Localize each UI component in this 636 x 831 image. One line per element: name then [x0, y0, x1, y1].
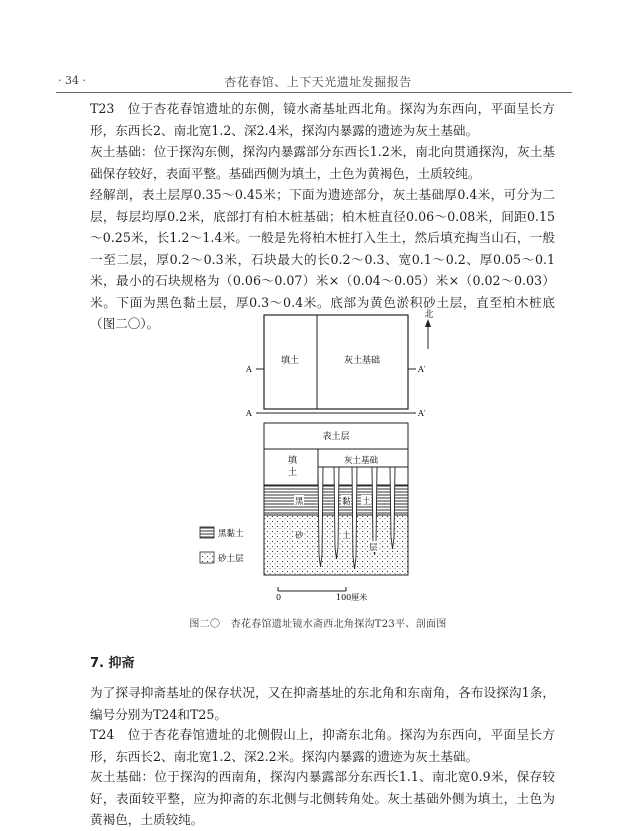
paragraph-t24-ash: 灰土基础：位于探沟的西南角，探沟内暴露部分东西长1.1、南北宽0.9米，保存较好，表面较平整，应为抑斋的东北侧与北侧转角处。灰土基础外侧为填土，土色为黄褐色，土质较纯。 — [90, 769, 555, 827]
plan-marker-right: A′ — [418, 365, 426, 374]
paragraph-t24: T24 位于杏花春馆遗址的北侧假山上，抑斋东北角。探沟为东西向，平面呈长方形，东西长2、南北宽1.2、深2.2米。探沟内暴露的遗迹为灰土基础。 — [90, 727, 555, 764]
plan-ash-label: 灰土基础 — [343, 356, 381, 366]
plan-marker-left: A — [246, 365, 252, 374]
t23-plan-section-figure — [196, 305, 440, 610]
legend — [200, 527, 244, 564]
sand-label-2: 土 — [342, 531, 351, 541]
north-arrow-icon — [425, 319, 431, 327]
black-label-2: 黏 — [342, 497, 351, 507]
fill-label-2: 土 — [288, 468, 298, 478]
section-view — [245, 409, 426, 575]
pile-2 — [334, 467, 339, 559]
scale-end: 100厘米 — [336, 593, 368, 602]
fill-layer — [264, 449, 318, 485]
black-label-3: 土 — [362, 497, 371, 507]
plan-fill-label: 填土 — [280, 356, 300, 366]
paragraph-dissection: 经解剖，表土层厚0.35～0.45米；下面为遗迹部分，灰土基础厚0.4米，可分为二层，每层均厚0.2米，底部打有柏木桩基础；柏木桩直径0.06～0.08米，间距0.15～0.25米，长1.2～1.4米。一般是先将柏木桩打入生土，然后填充掏当山石，一般一至二层，厚0.2～0.3米，石块最大的长0.2～0.3、宽0.1～0.2、厚0.05～0.1米，最小的石块规格为（0.06～0.07）米×（0.04～0.05）米×（0.02～0.03）米。下面为黑色黏土层，厚0.3～0.4米。底部为黄色淤积砂土层，直至柏木桩底（图二〇）。 — [90, 187, 555, 331]
pile-3 — [352, 467, 357, 569]
pile-1 — [318, 467, 323, 567]
legend-black-swatch — [200, 527, 214, 538]
plan-view — [245, 308, 434, 409]
pile-5 — [390, 467, 395, 549]
section-marker-right: A′ — [418, 409, 426, 418]
scale-zero: 0 — [276, 593, 282, 602]
ash-label: 灰土基础 — [343, 456, 379, 466]
fill-label-1: 填 — [288, 456, 298, 466]
running-title: 杏花春馆、上下天光遗址发掘报告 — [224, 75, 412, 89]
legend-sand-swatch — [200, 552, 214, 563]
sand-label-3: 层 — [369, 543, 378, 553]
header-rule — [56, 92, 572, 93]
figure-caption: 图二〇 杏花春馆遗址镜水斋西北角探沟T23平、剖面图 — [189, 619, 447, 630]
topsoil-label: 表土层 — [322, 432, 350, 442]
paragraph-t23: T23 位于杏花春馆遗址的东侧，镜水斋基址西北角。探沟为东西向，平面呈长方形，东西长2、南北宽1.2、深2.4米，探沟内暴露的遗迹为灰土基础。 — [90, 101, 555, 138]
scale-bar — [276, 587, 367, 602]
black-label-1: 黑 — [295, 497, 304, 507]
sand-label-1: 砂 — [295, 531, 304, 541]
legend-sand-label: 砂土层 — [218, 554, 244, 564]
page-number: · 34 · — [58, 74, 86, 87]
paragraph-ash-foundation: 灰土基础：位于探沟东侧，探沟内暴露部分东西长1.2米，南北向贯通探沟，灰土基础保存较好，表面平整。基础西侧为填土，土色为黄褐色，土质较纯。 — [90, 144, 555, 181]
paragraph-yizhai-intro: 为了探寻抑斋基址的保存状况，又在抑斋基址的东北角和东南角，各布设探沟1条，编号分别为T24和T25。 — [90, 685, 555, 722]
legend-black-label: 黑黏土 — [218, 529, 244, 539]
section-marker-left: A — [246, 409, 252, 418]
north-label: 北 — [424, 310, 434, 320]
section-heading: 7. 抑斋 — [90, 656, 135, 671]
